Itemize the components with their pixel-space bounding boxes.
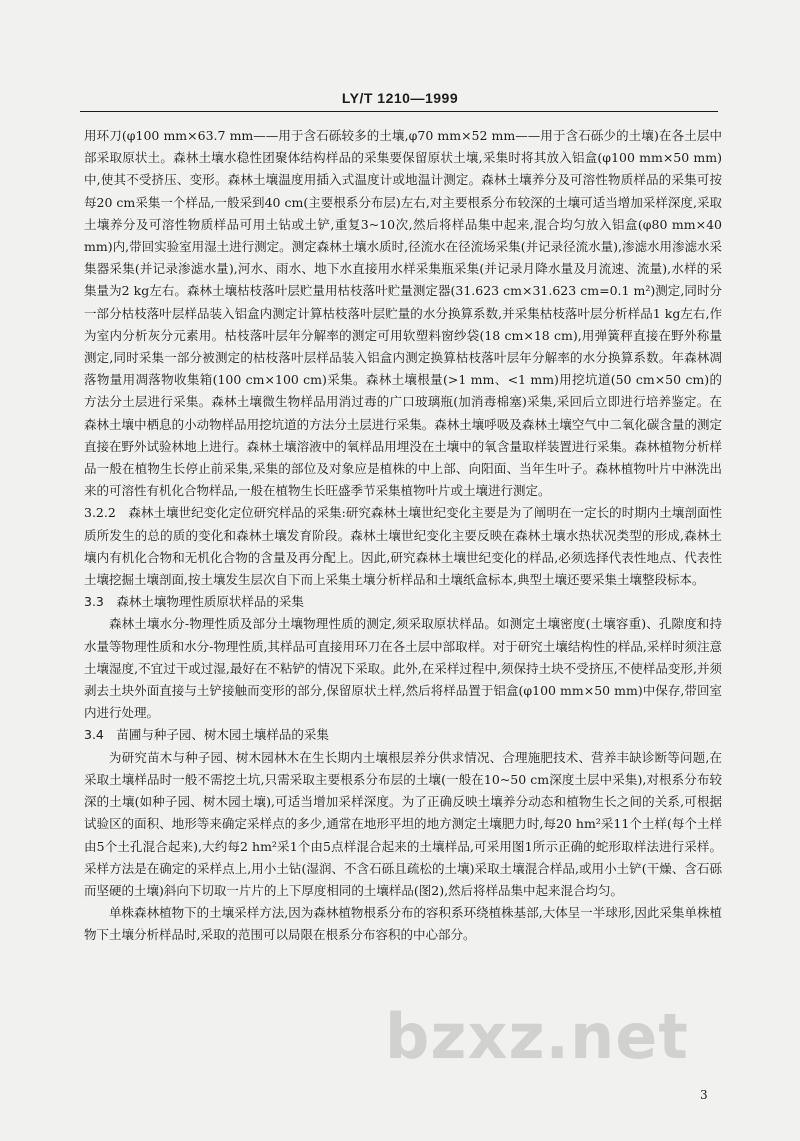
standard-code-header: LY/T 1210—1999 bbox=[341, 90, 459, 106]
section-heading-3-4: 3.4 苗圃与种子园、树木园土壤样品的采集 bbox=[84, 727, 329, 743]
site-watermark: bzxz.net bbox=[385, 1000, 689, 1073]
section-heading-3-3: 3.3 森林土壤物理性质原状样品的采集 bbox=[84, 594, 304, 610]
paragraph-3-3-body: 森林土壤水分-物理性质及部分土壤物理性质的测定,须采取原状样品。如测定土壤密度(土壤容重)、孔隙度和持水量等物理性质和水分-物理性质,其样品可直接用环刀在各土层中部取样。对于研究土壤结构性的样品,采样时须注意土壤湿度,不宜过干或过湿,最好在不粘铲的情况下采取。此外,在采样过程中,须保持土块不受挤压,不使样品变形,并须剥去土块外面直接与土铲接触而变形的部分,保留原状土样,然后将样品置于铝盒(φ100 mm×50 mm)中保存,带回室内进行处理。 bbox=[84, 616, 722, 721]
paragraph-3-2-2: 3.2.2 森林土壤世纪变化定位研究样品的采集:研究森林土壤世纪变化主要是为了阐明在一定长的时期内土壤剖面性质所发生的总的质的变化和森林土壤发育阶段。森林土壤世纪变化主要反映在森林土壤水热状况类型的形成,森林土壤内有机化合物和无机化合物的含量及再分配上。因此,研究森林土壤世纪变化的样品,必须选择代表性地点、代表性土壤挖掘土壤剖面,按土壤发生层次自下而上采集土壤分析样品和土壤纸盒标本,典型土壤还要采集土壤整段标本。 bbox=[84, 505, 722, 588]
paragraph-single-plant-sampling: 单株森林植物下的土壤采样方法,因为森林植物根系分布的容积系环绕植株基部,大体呈一半球形,因此采集单株植物下土壤分析样品时,采取的范围可以局限在根系分布容积的中心部分。 bbox=[84, 905, 722, 943]
paragraph-sampling-methods: 用环刀(φ100 mm×63.7 mm——用于含石砾较多的土壤,φ70 mm×52 mm——用于含石砾少的土壤)在各土层中部采取原状土。森林土壤水稳性团聚体结构样品的采集要保留原状土壤,采集时将其放入铝盒(φ100 mm×50 mm)中,使其不受挤压、变形。森林土壤温度用插入式温度计或地温计测定。森林土壤养分及可溶性物质样品的采集可按每20 cm采集一个样品,一般采到40 cm(主要根系分布层)左右,对主要根系分布较深的土壤可适当增加采样深度,采取土壤养分及可溶性物质样品可用土钻或土铲,重复3~10次,然后将样品集中起来,混合均匀放入铝盒(φ80 mm×40 mm)内,带回实验室用湿土进行测定。测定森林土壤水质时,径流水在径流场采集(并记录径流水量),渗滤水用渗滤水采集器采集(并记录渗滤水量),河水、雨水、地下水直接用水样采集瓶采集(并记录月降水量及月流速、流量),水样的采集量为2 kg左右。森林土壤枯枝落叶层贮量用枯枝落叶贮量测定器(31.623 cm×31.623 cm=0.1 m²)测定,同时分一部分枯枝落叶层样品装入铝盒内测定计算枯枝落叶层贮量的水分换算系数,并采集枯枝落叶层分析样品1 kg左右,作为室内分析灰分元素用。枯枝落叶层年分解率的测定可用软塑料窗纱袋(18 cm×18 cm),用弹簧秤直接在野外称量测定,同时采集一部分被测定的枯枝落叶层样品装入铝盒内测定换算枯枝落叶层年分解率的水分换算系数。年森林凋落物量用凋落物收集箱(100 cm×100 cm)采集。森林土壤根量(>1 mm、<1 mm)用挖坑道(50 cm×50 cm)的方法分土层进行采集。森林土壤微生物样品用消过毒的广口玻璃瓶(加消毒棉塞)采集,采回后立即进行培养鉴定。在森林土壤中栖息的小动物样品用挖坑道的方法分土层进行采集。森林土壤呼吸及森林土壤空气中二氧化碳含量的测定直接在野外试验林地上进行。森林土壤溶液中的氧样品用埋没在土壤中的氧含量取样装置进行采集。森林植物分析样品一般在植物生长停止前采集,采集的部位及对象应是植株的中上部、向阳面、当年生叶子。森林植物叶片中淋洗出来的可溶性有机化合物样品,一般在植物生长旺盛季节采集植物叶片或土壤进行测定。 bbox=[84, 128, 722, 499]
page-number: 3 bbox=[700, 1088, 708, 1102]
header-rule bbox=[80, 111, 718, 112]
paragraph-3-4-body: 为研究苗木与种子园、树木园林木在生长期内土壤根层养分供求情况、合理施肥技术、营养丰缺诊断等问题,在采取土壤样品时一般不需挖土坑,只需采取主要根系分布层的土壤(一般在10~50 cm深度土层中采集),对根系分布较深的土壤(如种子园、树木园土壤),可适当增加采样深度。为了正确反映土壤养分动态和植物生长之间的关系,可根据试验区的面积、地形等来确定采样点的多少,通常在地形平坦的地方测定土壤肥力时,每20 hm²采11个土样(每个土样由5个土孔混合起来),大约每2 hm²采1个由5点样混合起来的土壤样品,可采用图1所示正确的蛇形取样法进行采样。采样方法是在确定的采样点上,用小土钻(湿润、不含石砾且疏松的土壤)采取土壤混合样品,或用小土铲(干燥、含石砾而坚硬的土壤)斜向下切取一片片的上下厚度相同的土壤样品(图2),然后将样品集中起来混合均匀。 bbox=[84, 749, 722, 898]
document-body bbox=[84, 125, 722, 947]
